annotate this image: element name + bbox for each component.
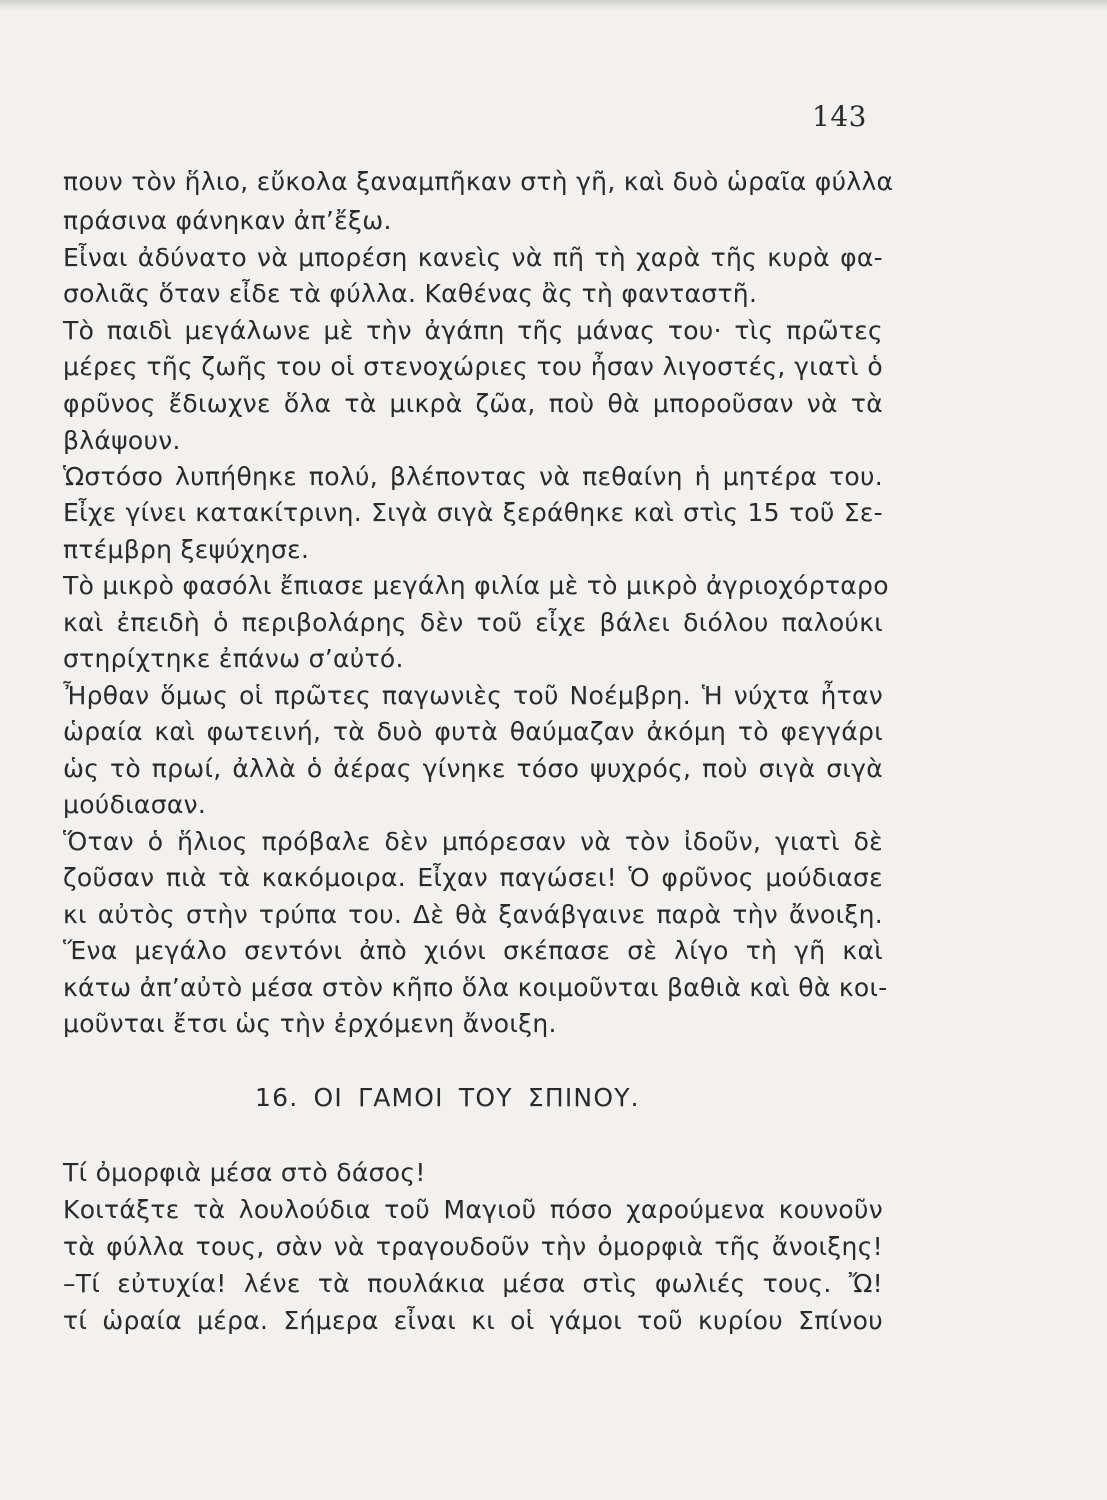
text-line: βλάψουν. (63, 426, 181, 455)
page-edge-shadow (0, 0, 1107, 10)
text-line: μέρες τῆς ζωῆς του οἱ στενοχώριες του ἦσαν λιγοστές, γιατὶ ὁ (63, 352, 883, 381)
text-line: –Τί εὐτυχία! λένε τὰ πουλάκια μέσα στὶς φωλιές τους. Ὤ! (63, 1269, 883, 1298)
text-line: σολιᾶς ὅταν εἶδε τὰ φύλλα. Καθένας ἂς τὴ φανταστῆ. (63, 279, 758, 308)
text-line: στηρίχτηκε ἐπάνω σ’αὐτό. (63, 644, 404, 673)
page-number: 143 (812, 100, 867, 133)
text-line: Ἦρθαν ὅμως οἱ πρῶτες παγωνιὲς τοῦ Νοέμβρη. Ἡ νύχτα ἦταν (63, 681, 883, 710)
text-line: τί ὡραία μέρα. Σήμερα εἶναι κι οἱ γάμοι τοῦ κυρίου Σπίνου (63, 1306, 883, 1335)
text-line: Εἶναι ἀδύνατο νὰ μπορέση κανεὶς νὰ πῆ τὴ χαρὰ τῆς κυρὰ φα- (63, 243, 883, 272)
text-line: πράσινα φάνηκαν ἀπ’ἔξω. (63, 206, 392, 235)
text-line: μούδιασαν. (63, 790, 207, 819)
text-line: Εἶχε γίνει κατακίτρινη. Σιγὰ σιγὰ ξεράθηκε καὶ στὶς 15 τοῦ Σε- (63, 498, 883, 527)
text-line: ζοῦσαν πιὰ τὰ κακόμοιρα. Εἶχαν παγώσει! Ὁ φρῦνος μούδιασε (63, 863, 883, 892)
text-line: ὡραία καὶ φωτεινή, τὰ δυὸ φυτὰ θαύμαζαν ἀκόμη τὸ φεγγάρι (63, 717, 883, 746)
text-line: καὶ ἐπειδὴ ὁ περιβολάρης δὲν τοῦ εἶχε βάλει διόλου παλούκι (63, 608, 883, 637)
text-line: φρῦνος ἔδιωχνε ὅλα τὰ μικρὰ ζῶα, ποὺ θὰ μποροῦσαν νὰ τὰ (63, 389, 883, 418)
text-line: μοῦνται ἔτσι ὡς τὴν ἐρχόμενη ἄνοιξη. (63, 1009, 557, 1038)
text-line: Τὸ μικρὸ φασόλι ἔπιασε μεγάλη φιλία μὲ τὸ μικρὸ ἀγριοχόρταρο (63, 571, 889, 600)
text-line: ὡς τὸ πρωί, ἀλλὰ ὁ ἀέρας γίνηκε τόσο ψυχρός, ποὺ σιγὰ σιγὰ (63, 754, 883, 783)
text-line: κάτω ἀπ’αὐτὸ μέσα στὸν κῆπο ὅλα κοιμοῦνται βαθιὰ καὶ θὰ κοι- (63, 973, 888, 1002)
text-line: τὰ φύλλα τους, σὰν νὰ τραγουδοῦν τὴν ὀμορφιὰ τῆς ἄνοιξης! (63, 1232, 883, 1261)
text-line: Κοιτάξτε τὰ λουλούδια τοῦ Μαγιοῦ πόσο χαρούμενα κουνοῦν (63, 1195, 883, 1224)
text-line: κι αὐτὸς στὴν τρύπα του. Δὲ θὰ ξανάβγαινε παρὰ τὴν ἄνοιξη. (63, 900, 883, 929)
chapter-heading: 16. ΟΙ ΓΑΜΟΙ ΤΟΥ ΣΠΙΝΟΥ. (255, 1083, 640, 1112)
text-line: πτέμβρη ξεψύχησε. (63, 535, 310, 564)
text-line: Τί ὀμορφιὰ μέσα στὸ δάσος! (63, 1158, 426, 1187)
text-line: Τὸ παιδὶ μεγάλωνε μὲ τὴν ἀγάπη τῆς μάνας του· τὶς πρῶτες (63, 316, 883, 345)
text-line: Ἕνα μεγάλο σεντόνι ἀπὸ χιόνι σκέπασε σὲ λίγο τὴ γῆ καὶ (63, 936, 883, 965)
text-line: Ὅταν ὁ ἥλιος πρόβαλε δὲν μπόρεσαν νὰ τὸν ἰδοῦν, γιατὶ δὲ (63, 827, 883, 856)
text-line: Ὡστόσο λυπήθηκε πολύ, βλέποντας νὰ πεθαίνη ἡ μητέρα του. (63, 462, 883, 491)
text-line: πουν τὸν ἥλιο, εὔκολα ξαναμπῆκαν στὴ γῆ, καὶ δυὸ ὡραῖα φύλλα (63, 167, 894, 196)
